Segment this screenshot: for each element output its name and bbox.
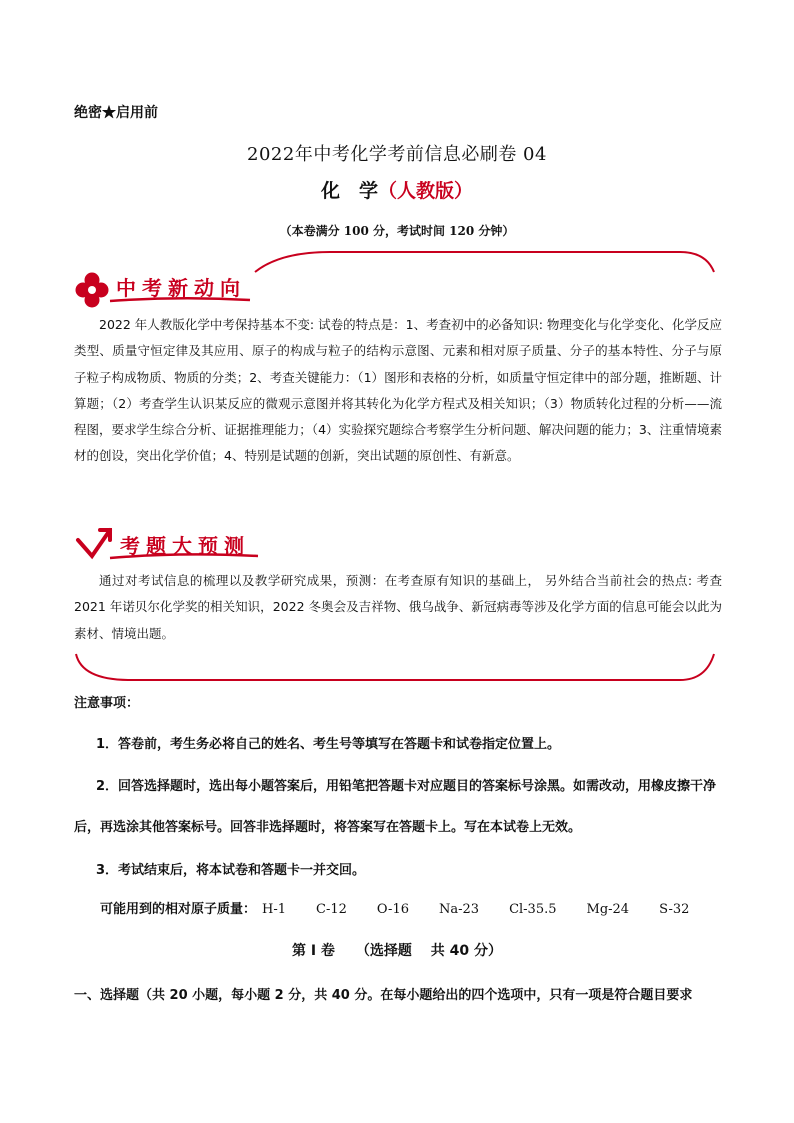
- atomic-masses-line: [100, 898, 713, 917]
- part-one-title: 第 I 卷 （选择题 共 40 分）: [291, 943, 503, 959]
- exam-title: 2022年中考化学考前信息必刷卷 04: [247, 144, 547, 165]
- trends-heading: 中考新动向: [116, 276, 246, 300]
- edition-label: （人教版）: [378, 180, 474, 202]
- trends-body: 2022 年人教版化学中考保持基本不变: 试卷的特点是：1、考查初中的必备知识: 物理变化与化学变化、化学反应类型、质量守恒定律及其应用、原子的构成与粒子的结构示意图、元素和相对原子质量、分子的基本特性、分子与原子粒子构成物质、物质的分类；2、考查关键能力：（1）图形和表格的分析，如质量守恒定律中的部分题，推断题、计算题；（2）考查学生认识某反应的微观示意图并将其转化为化学方程式及相关知识；（3）物质转化过程的分析——流程图，要求学生综合分析、证据推理能力；（4）实验探究题综合考察学生分析问题、解决问题的能力；3、注重情境素材的创设，突出化学价值；4、特别是试题的创新，突出试题的原创性、有新意。: [74, 317, 722, 464]
- confidential-mark: 绝密★启用前: [74, 105, 158, 121]
- note-item: [74, 724, 734, 765]
- forecast-body: 通过对考试信息的梳理以及教学研究成果，预测：在考查原有知识的基础上， 另外结合当前社会的热点: 考查 2021 年诺贝尔化学奖的相关知识，2022 冬奥会及吉祥物、俄乌战争、新冠病毒等涉及化学方面的信息可能会以此为素材、情境出题。: [74, 573, 722, 641]
- top-border-curve: [255, 252, 714, 272]
- note-item-1: 1．答卷前，考生务必将自己的姓名、考生号等填写在答题卡和试卷指定位置上。: [96, 737, 561, 752]
- note-item-3: 3．考试结束后，将本试卷和答题卡一并交回。: [96, 863, 366, 878]
- note-item: [74, 850, 734, 891]
- subject-name: 化 学: [320, 180, 378, 202]
- trends-paragraph: [74, 312, 722, 470]
- forecast-paragraph: [74, 568, 722, 647]
- section-one-instructions: 一、选择题（共 20 小题，每小题 2 分，共 40 分。在每小题给出的四个选项中，只有一项是符合题目要求: [74, 988, 693, 1003]
- atomic-mass-item: S-32: [659, 902, 690, 917]
- bottom-border-curve: [76, 654, 714, 680]
- exam-score-time-note: （本卷满分 100 分，考试时间 120 分钟）: [279, 224, 515, 238]
- atomic-mass-item: Mg-24: [586, 902, 630, 917]
- note-item: [74, 766, 734, 848]
- note-item-2: 2．回答选择题时，选出每小题答案后，用铅笔把答题卡对应题目的答案标号涂黑。如需改动，用橡皮擦干净后，再选涂其他答案标号。回答非选择题时，将答案写在答题卡上。写在本试卷上无效。: [74, 779, 717, 835]
- atomic-mass-item: Na-23: [439, 902, 480, 917]
- atomic-mass-item: C-12: [316, 902, 347, 917]
- notes-heading: 注意事项：: [74, 696, 140, 711]
- atomic-mass-item: O-16: [376, 902, 409, 917]
- atomic-masses-label: 可能用到的相对原子质量：: [100, 902, 257, 917]
- trend-arrow-icon: [78, 530, 110, 556]
- forecast-heading: 考题大预测: [120, 534, 250, 558]
- atomic-mass-item: Cl-35.5: [509, 902, 557, 917]
- flower-icon: [76, 273, 109, 308]
- exam-subject: [0, 176, 794, 203]
- atomic-mass-item: H-1: [262, 902, 287, 917]
